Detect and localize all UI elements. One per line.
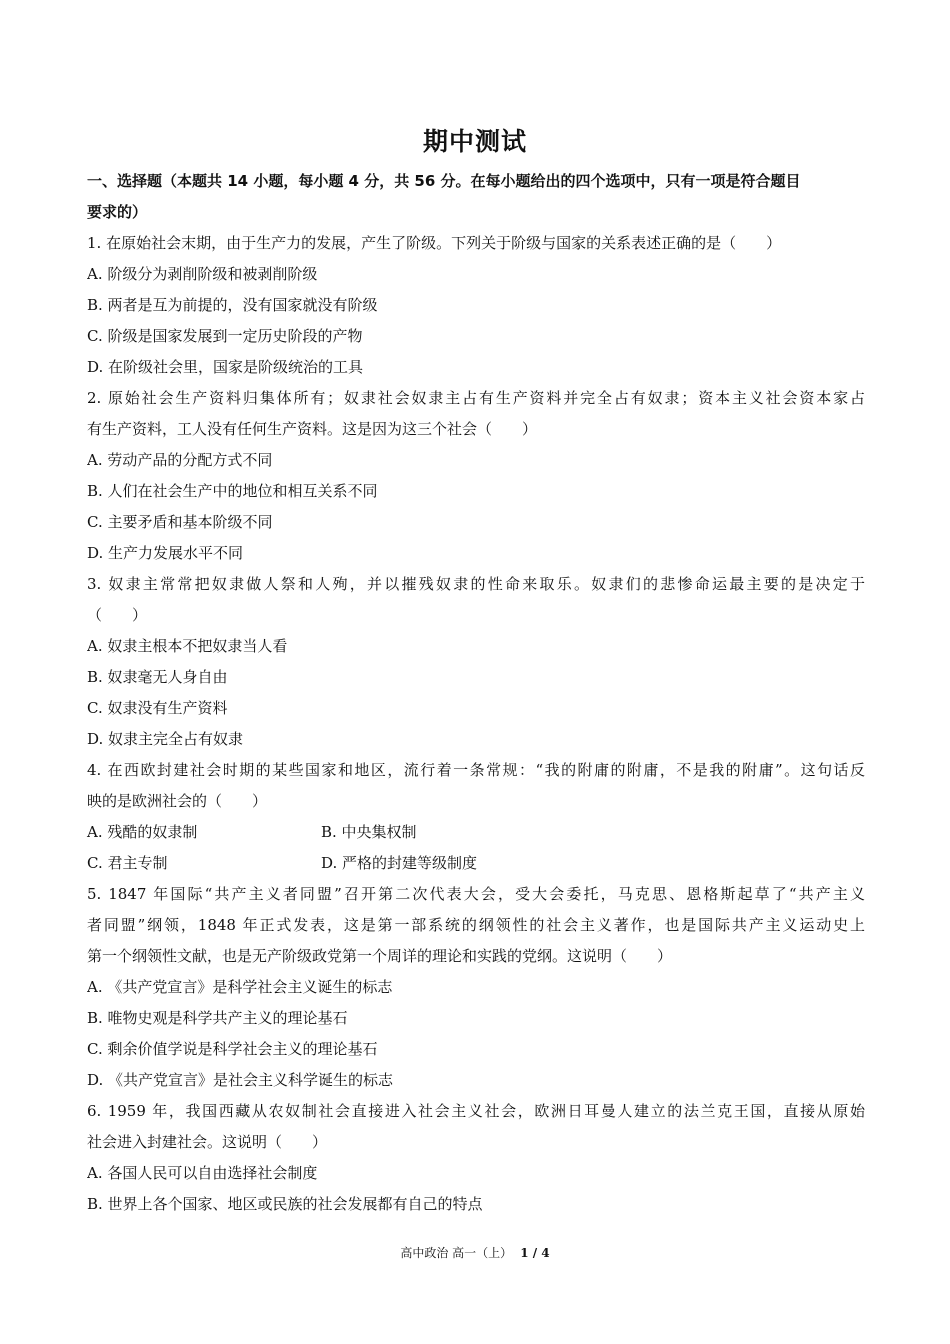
section-heading-line-2: 要求的） [87,203,148,221]
section-heading-line-1: 一、选择题（本题共 14 小题，每小题 4 分，共 56 分。在每小题给出的四个选项中，只有一项是符合题目 [87,172,801,190]
option-a: A. 阶级分为剥削阶级和被剥削阶级 [87,265,318,283]
question-stem: 者同盟”纲领，1848 年正式发表，这是第一部系统的纲领性的社会主义著作，也是国际共产主义运动史上 [87,916,865,934]
page-title: 期中测试 [422,127,527,156]
question-stem: 社会进入封建社会。这说明（ ） [87,1133,328,1151]
option-b: B. 世界上各个国家、地区或民族的社会发展都有自己的特点 [87,1195,483,1213]
option-d: D. 严格的封建等级制度 [321,854,478,872]
option-a: A. 劳动产品的分配方式不同 [87,451,273,469]
question-stem: 6. 1959 年，我国西藏从农奴制社会直接进入社会主义社会，欧洲日耳曼人建立的法兰克王国，直接从原始 [87,1102,865,1120]
option-d: D. 生产力发展水平不同 [87,544,244,562]
question-stem: 2. 原始社会生产资料归集体所有；奴隶社会奴隶主占有生产资料并完全占有奴隶；资本主义社会资本家占 [87,389,865,407]
option-row [87,848,865,879]
question-stem: 3. 奴隶主常常把奴隶做人祭和人殉，并以摧残奴隶的性命来取乐。奴隶们的悲惨命运最主要的是决定于 [87,575,865,593]
question-stem: 有生产资料，工人没有任何生产资料。这是因为这三个社会（ ） [87,420,538,438]
question-4 [87,755,865,879]
footer-course: 高中政治 高一（上） [400,1246,513,1260]
question-5 [87,879,865,1096]
option-b: B. 唯物史观是科学共产主义的理论基石 [87,1009,348,1027]
question-stem: 1. 在原始社会末期，由于生产力的发展，产生了阶级。下列关于阶级与国家的关系表述正确的是（ ） [87,234,782,252]
question-stem: 5. 1847 年国际“共产主义者同盟”召开第二次代表大会，受大会委托，马克思、恩格斯起草了“共产主义 [87,885,865,903]
footer-page-number: 1 / 4 [520,1246,550,1260]
option-d: D. 在阶级社会里，国家是阶级统治的工具 [87,358,364,376]
option-d: D. 奴隶主完全占有奴隶 [87,730,244,748]
option-a: A. 《共产党宣言》是科学社会主义诞生的标志 [87,978,393,996]
option-c: C. 剩余价值学说是科学社会主义的理论基石 [87,1040,378,1058]
question-stem: 第一个纲领性文献，也是无产阶级政党第一个周详的理论和实践的党纲。这说明（ ） [87,947,673,965]
question-2 [87,383,865,569]
question-1 [87,228,865,383]
option-row [87,817,865,848]
option-b: B. 中央集权制 [321,823,417,841]
option-a: A. 各国人民可以自由选择社会制度 [87,1164,318,1182]
option-c: C. 主要矛盾和基本阶级不同 [87,513,273,531]
page-footer [0,1244,950,1261]
question-6 [87,1096,865,1220]
option-c: C. 奴隶没有生产资料 [87,699,228,717]
option-b: B. 人们在社会生产中的地位和相互关系不同 [87,482,378,500]
option-c: C. 君主专制 [87,854,168,872]
option-b: B. 奴隶毫无人身自由 [87,668,228,686]
question-3 [87,569,865,755]
option-a: A. 奴隶主根本不把奴隶当人看 [87,637,288,655]
exam-content [87,166,865,1220]
option-a: A. 残酷的奴隶制 [87,823,198,841]
question-stem: 4. 在西欧封建社会时期的某些国家和地区，流行着一条常规：“我的附庸的附庸，不是我的附庸”。这句话反 [87,761,865,779]
question-stem: 映的是欧洲社会的（ ） [87,792,268,810]
option-d: D. 《共产党宣言》是社会主义科学诞生的标志 [87,1071,394,1089]
question-stem: （ ） [87,606,148,624]
option-b: B. 两者是互为前提的，没有国家就没有阶级 [87,296,378,314]
option-c: C. 阶级是国家发展到一定历史阶段的产物 [87,327,363,345]
